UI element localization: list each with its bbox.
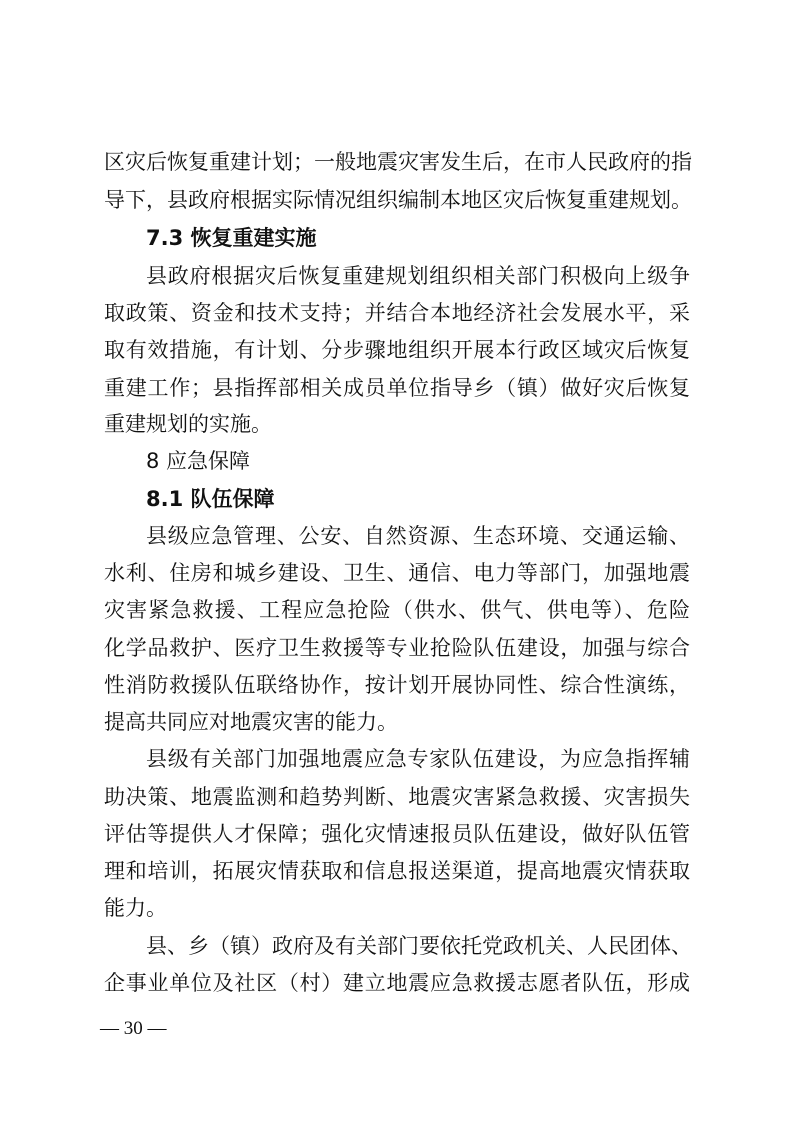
text-line: 县、乡（镇）政府及有关部门要依托党政机关、人民团体、 <box>146 934 692 958</box>
text-line: 企事业单位及社区（村）建立地震应急救援志愿者队伍，形成 <box>104 971 690 995</box>
text-line: 评估等提供人才保障；强化灾情速报员队伍建设，做好队伍管 <box>104 822 690 846</box>
text-line: 灾害紧急救援、工程应急抢险（供水、供气、供电等）、危险 <box>104 598 690 622</box>
text-line: 性消防救援队伍联络协作，按计划开展协同性、综合性演练， <box>104 673 690 697</box>
text-line: 取有效措施，有计划、分步骤地组织开展本行政区域灾后恢复 <box>104 338 690 362</box>
text-line: 取政策、资金和技术支持；并结合本地经济社会发展水平，采 <box>104 301 690 325</box>
text-line: 县政府根据灾后恢复重建规划组织相关部门积极向上级争 <box>146 264 690 288</box>
text-line: 理和培训，拓展灾情获取和信息报送渠道，提高地震灾情获取 <box>104 859 690 883</box>
section-heading-8: 8 应急保障 <box>146 449 251 473</box>
text-line: 重建工作；县指挥部相关成员单位指导乡（镇）做好灾后恢复 <box>104 376 690 400</box>
text-line: 化学品救护、医疗卫生救援等专业抢险队伍建设，加强与综合 <box>104 636 690 660</box>
page-number: — 30 — <box>100 1018 167 1039</box>
text-line: 提高共同应对地震灾害的能力。 <box>104 710 398 734</box>
text-line: 助决策、地震监测和趋势判断、地震灾害紧急救援、灾害损失 <box>104 785 690 809</box>
text-line: 区灾后恢复重建计划；一般地震灾害发生后，在市人民政府的指 <box>104 150 692 174</box>
section-heading-7-3: 7.3 恢复重建实施 <box>146 226 317 250</box>
text-line: 能力。 <box>104 896 167 920</box>
text-line: 导下，县政府根据实际情况组织编制本地区灾后恢复重建规划。 <box>104 188 692 212</box>
text-line: 重建规划的实施。 <box>104 412 272 436</box>
text-line: 县级有关部门加强地震应急专家队伍建设，为应急指挥辅 <box>146 747 690 771</box>
text-line: 县级应急管理、公安、自然资源、生态环境、交通运输、 <box>146 524 690 548</box>
section-heading-8-1: 8.1 队伍保障 <box>146 487 275 511</box>
text-line: 水利、住房和城乡建设、卫生、通信、电力等部门，加强地震 <box>104 561 690 585</box>
